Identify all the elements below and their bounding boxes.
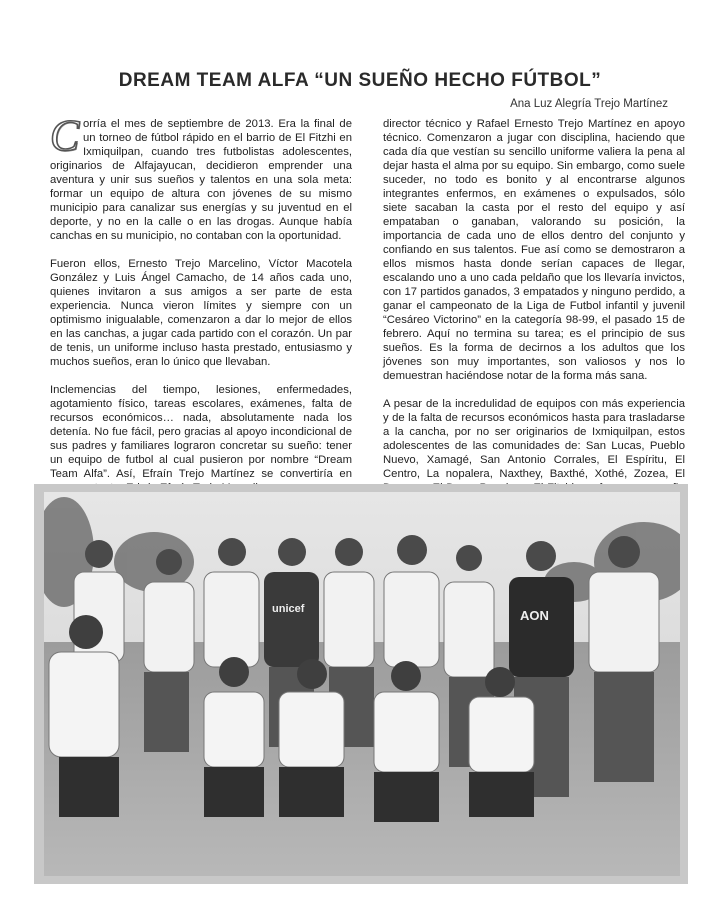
paragraph-3: Inclemencias del tiempo, lesiones, enfermedades, agotamiento físico, tareas escolares, exámenes, falta de recursos económicos… nada, absolutamente nada los detenía. No fue fácil, pero gracias al apoyo incondicional de sus padres y familiares lograron concretar su sueño: tener un equipo de futbol al cual pusieron por nombre “Dream Team Alfa”. Así, Efraín Trejo Martínez se convertiría en [50, 384, 352, 480]
drop-cap: C [50, 111, 80, 160]
team-photo [44, 492, 680, 876]
paragraph-1-text: orría el mes de septiembre de 2013. Era la final de un torneo de fútbol rápido en el barrio de El Fitzhi en Ixmiquilpan, cuando tres futbolistas adolescentes, originarios de Alfajayucan, decidieron emprender una aventura y unir sus sueños y talentos en una sola meta: formar un equipo de altura con jóvenes de su mismo municipio para canalizar sus energías y su juventud en el deporte, y no en la calle o en las drogas. Aunque había canchas en su municipio, no contaban con la oportunidad. [50, 118, 352, 242]
left-column [50, 111, 352, 509]
paragraph-1 [50, 111, 352, 243]
article-title: DREAM TEAM ALFA “UN SUEÑO HECHO FÚTBOL” [118, 70, 602, 91]
jersey-text-unicef: unicef [272, 603, 305, 615]
article-author: Ana Luz Alegría Trejo Martínez [510, 98, 668, 110]
paragraph-5: A pesar de la incredulidad de equipos con más experiencia y de la falta de recursos económicos hasta para trasladarse a la cancha, por no ser originarios de Ixmiquilpan, estos adolescentes de las comunidades de: San Lucas, Pueblo Nuevo, Xamagé, San Antonio Corrales, El Espíritu, El Centro, La nopalera, Naxthey, Baxthé, Xothé, Zozea, El [383, 398, 685, 480]
right-column [383, 117, 685, 523]
jersey-text-aon: AON [520, 608, 549, 623]
paragraph-2: Fueron ellos, Ernesto Trejo Marcelino, Víctor Macotela González y Luis Ángel Camacho, de 14 años cada uno, quienes invitaron a sus amigos a ser parte de esta experiencia. Nunca vieron límites y siempre con un optimismo inigualable, comenzaron a dar lo mejor de ellos en las canchas, a jugar cada partido con el corazón. Un par de tenis, un uniforme incluso hasta prestado, entusiasmo y muchos sueños, eran lo único que llevaban. [50, 258, 352, 368]
paragraph-4: director técnico y Rafael Ernesto Trejo Martínez en apoyo técnico. Comenzaron a jugar con disciplina, haciendo que cada día que vestían su sencillo uniforme valiera la pena al dejar hasta el alma por su equipo. Sin embargo, como suele suceder, no todo es bonito y al encontrarse algunos integrantes enfermos, en exámenes o expulsados, sólo siete sacaban la casta por el resto del equipo y así empataban o ganaban, valorando su posición, la importancia de cada uno de ellos dentro del conjunto y confiando en sus talentos. Fue así como se demostraron a ellos mismos hasta donde serían capaces de llegar, escalando uno a uno cada peldaño que los llevaría invictos, con 17 partidos ganados, 3 empatados y ninguno perdido, a ganar el campeonato de la Liga de Futbol infantil y juvenil “Cesáreo Victorino” en la categoría 98-99, el pasado 15 de febrero. Aquí no termina su tarea; es el principio de sus sueños. Es la forma de decirnos a los adultos que los jóvenes son muy importantes, son valiosos y nos lo demuestran haciéndose notar de la forma más sana. [383, 118, 685, 382]
